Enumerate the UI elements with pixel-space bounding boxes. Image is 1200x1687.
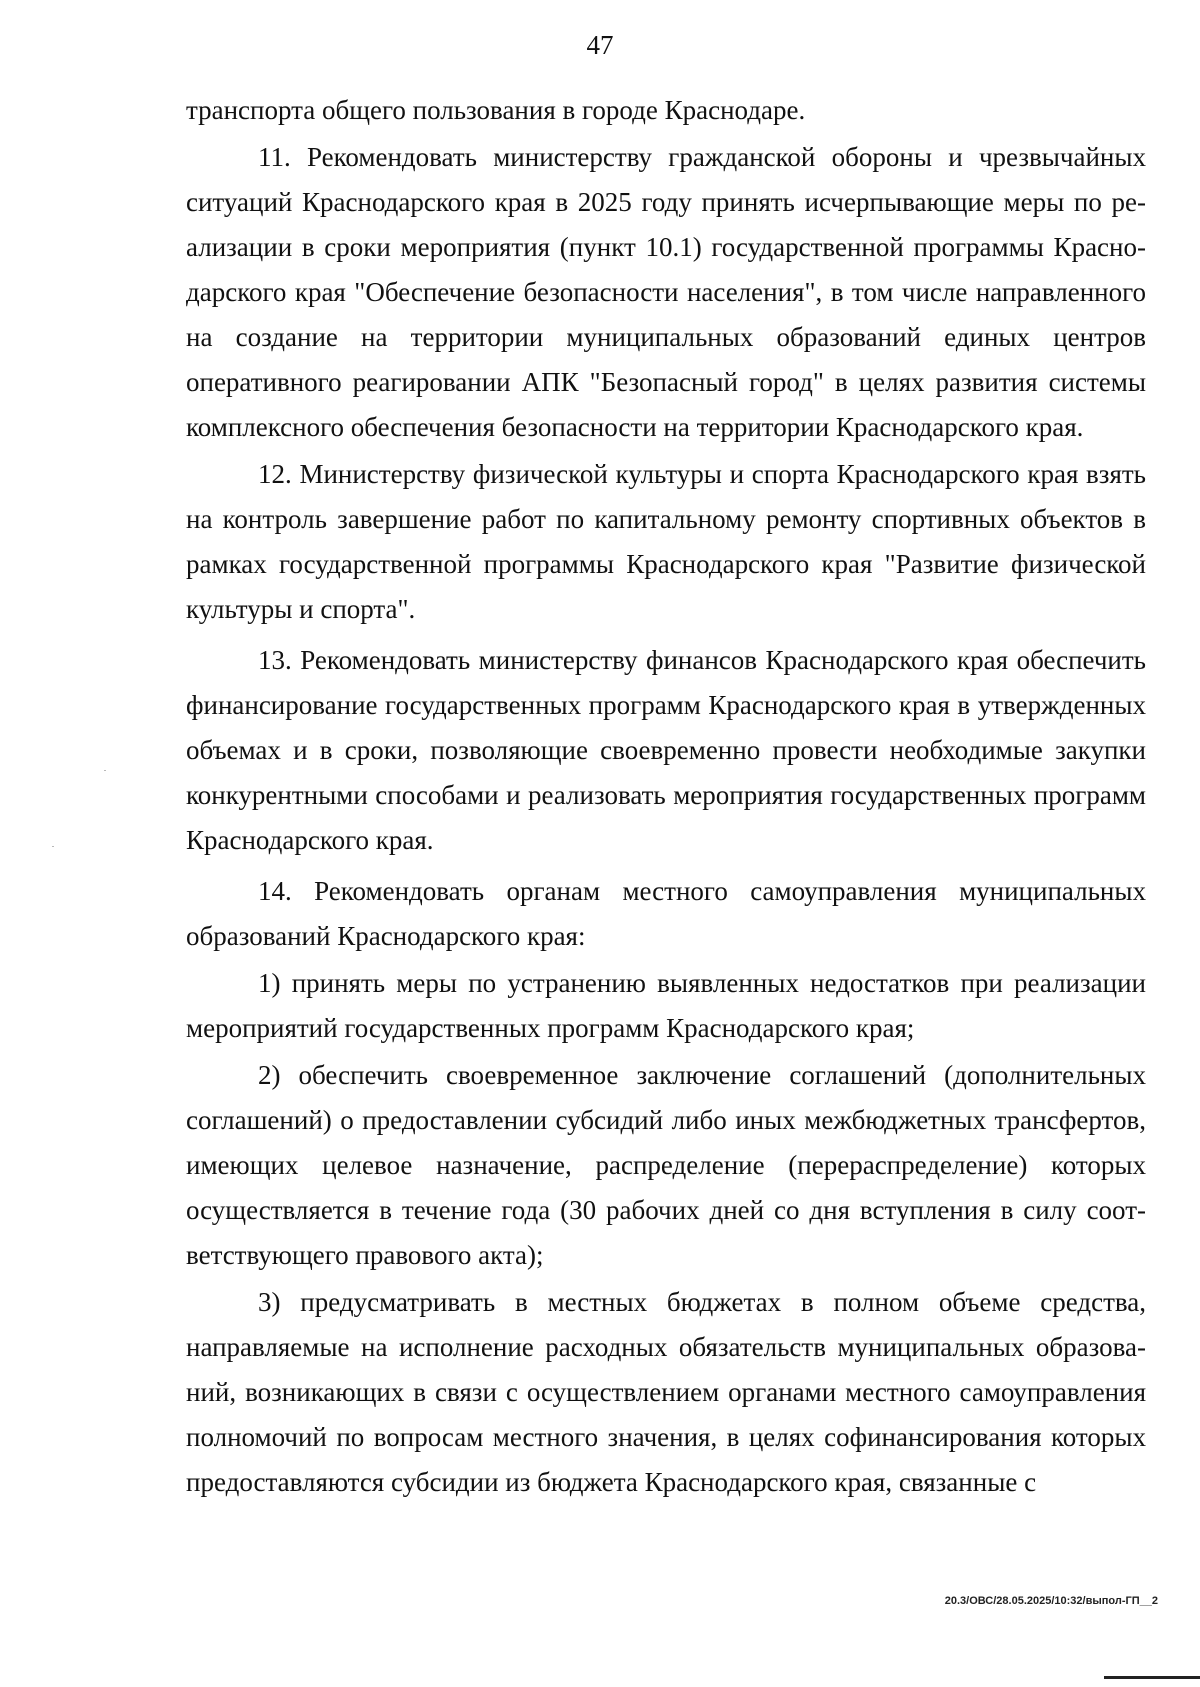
subparagraph-14-3: 3) предусматривать в местных бюджетах в полном объеме средства, направляемые на исполнение расходных обязательств муниципальных образований, возникающих в связи с осуществлением органами местного самоуправления полномочий по вопросам местного значения, в целях софинансирования которых предоставляются субсидии из бюджета Краснодарского края, связанные с [186,1287,1146,1497]
scan-corner-mark [1104,1676,1200,1679]
paragraph-item-14: 14. Рекомендовать органам местного самоуправления муниципальных образований Краснодарского края: [186,876,1146,951]
scan-speck [104,770,106,771]
paragraph-item-12: 12. Министерству физической культуры и спорта Краснодарского края взять на контроль завершение работ по капитальному ремонту спортивных объектов в рамках государственной программы Краснодарского края "Развитие физической культуры и спорта". [186,459,1146,624]
paragraph-item-13: 13. Рекомендовать министерству финансов Краснодарского края обеспечить финансирование государственных программ Краснодарского края в утвержденных объемах и в сроки, позволяющие своевременно провести необходимые закупки конкурентными способами и реализовать мероприятия государственных программ Краснодарского края. [186,645,1146,855]
paragraph-item-11: 11. Рекомендовать министерству гражданской обороны и чрезвычайных ситуаций Краснодарского края в 2025 году принять исчерпывающие меры по реализации в сроки мероприятия (пункт 10.1) государственной программы Краснодарского края "Обеспечение безопасности населения", в том числе направленного на создание на территории муниципальных образований единых центров оперативного реагировании АПК "Безопасный город" в целях развития системы комплексного обеспечения безопасности на территории Краснодарского края. [186,142,1146,442]
subparagraph-14-1: 1) принять меры по устранению выявленных недостатков при реализации мероприятий государственных программ Краснодарского края; [186,968,1146,1043]
scan-speck [52,846,54,847]
document-footer-code: 20.3/ОВС/28.05.2025/10:32/выпол-ГП__2 [944,1595,1158,1607]
subparagraph-14-2: 2) обеспечить своевременное заключение соглашений (дополнительных соглашений) о предоставлении субсидий либо иных межбюджетных трансфертов, имеющих целевое назначение, распределение (перераспределение) которых осуществляется в течение года (30 рабочих дней со дня вступления в силу соответствующего правового акта); [186,1060,1146,1270]
paragraph-continuation: транспорта общего пользования в городе Краснодаре. [186,95,806,125]
document-body [186,88,1146,1505]
page-number: 47 [586,30,614,60]
